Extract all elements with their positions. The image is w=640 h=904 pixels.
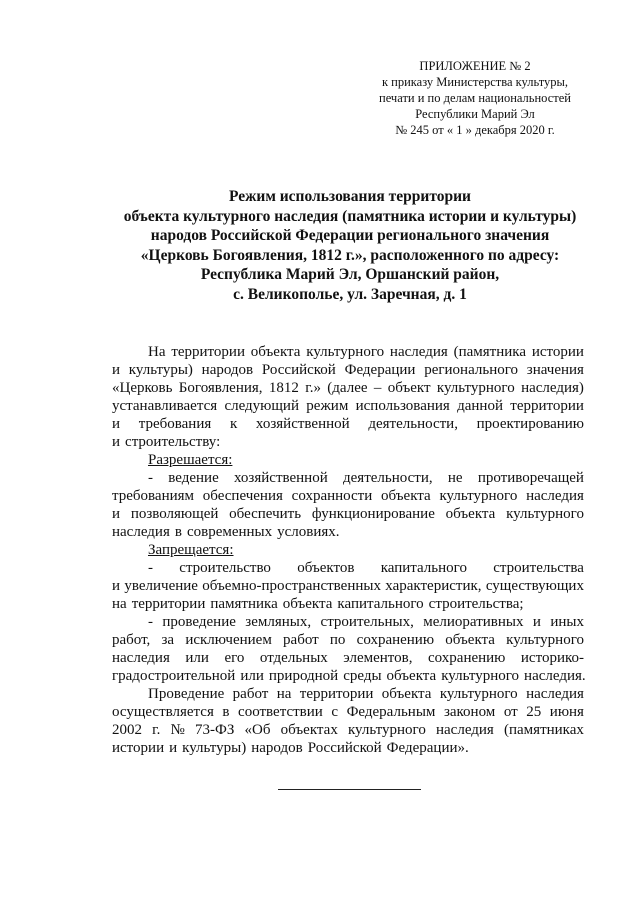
word: историко- — [520, 650, 584, 666]
body-line — [112, 397, 584, 415]
body-line — [112, 595, 584, 613]
word: исключением — [185, 632, 272, 648]
body-line — [112, 469, 584, 487]
closing-rule — [278, 789, 421, 790]
header-line: № 245 от « 1 » декабря 2020 г. — [395, 123, 555, 137]
word: регионального — [424, 362, 519, 378]
document-body — [112, 343, 584, 757]
word: Федеральным — [346, 704, 436, 720]
title-line: объекта культурного наследия (памятника истории и культуры) — [123, 207, 577, 225]
title-line: Режим использования территории — [229, 188, 471, 205]
word: «Церковь — [112, 380, 173, 396]
word: № — [170, 722, 185, 738]
word: или — [240, 668, 264, 684]
word: требования — [138, 416, 212, 432]
body-line — [112, 685, 584, 703]
word: хозяйственной — [255, 416, 350, 432]
word: существующих — [485, 578, 584, 594]
word: строительство — [179, 560, 271, 576]
word: законом — [443, 704, 496, 720]
word: культурного — [306, 344, 385, 360]
word: проектированию — [476, 416, 584, 432]
word: культуры) — [182, 740, 247, 756]
word: данной — [457, 398, 503, 414]
word: и — [112, 416, 121, 432]
word: элементов, — [343, 650, 413, 666]
word: за — [161, 632, 175, 648]
word: объекта — [445, 632, 495, 648]
word: Российской — [307, 740, 382, 756]
word: природной — [268, 668, 339, 684]
word: использования — [355, 398, 450, 414]
word: народов — [251, 740, 303, 756]
word: 2002 — [112, 722, 142, 738]
word: и — [112, 362, 121, 378]
body-line — [112, 361, 584, 379]
word: современных — [186, 524, 273, 540]
word: территории — [510, 398, 584, 414]
body-line — [112, 415, 584, 433]
word: строительства — [493, 560, 584, 576]
appendix-header — [360, 58, 590, 138]
word: проведение — [162, 614, 236, 630]
word: мелиоративных — [423, 614, 524, 630]
word: июня — [549, 704, 584, 720]
word: (далее — [327, 380, 368, 396]
word: условиях. — [277, 524, 340, 540]
word: наследия) — [521, 380, 584, 396]
body-line — [112, 433, 584, 451]
body-line — [112, 613, 584, 631]
word: и — [112, 506, 121, 522]
word: наследия — [112, 524, 170, 540]
word: на — [112, 596, 127, 612]
word: культурного — [436, 380, 515, 396]
word: объекта — [445, 506, 496, 522]
header-line: Республики Марий Эл — [415, 107, 535, 121]
word: наследия — [435, 722, 494, 738]
word: на — [276, 686, 292, 702]
word: На — [148, 344, 166, 360]
word: территории — [299, 686, 374, 702]
word: объекта — [386, 668, 437, 684]
word: хозяйственной — [234, 470, 328, 486]
word: 1812 — [268, 380, 299, 396]
word: памятника — [210, 596, 278, 612]
word: Федерации». — [386, 740, 469, 756]
word: территории — [171, 344, 245, 360]
word: Проведение — [148, 686, 225, 702]
word: капитального — [337, 596, 424, 612]
word: от — [503, 704, 518, 720]
word: культурного — [506, 506, 584, 522]
word: работ — [232, 686, 269, 702]
word: позволяющей — [130, 506, 219, 522]
word: Федерации — [344, 362, 416, 378]
word: Богоявления, — [178, 380, 263, 396]
word: - — [148, 614, 153, 630]
word: обеспечения — [202, 488, 283, 504]
word: объектах — [280, 722, 338, 738]
word: осуществляется — [112, 704, 214, 720]
word: народов — [201, 362, 254, 378]
word: наследия. — [524, 668, 586, 684]
word: работ, — [112, 632, 151, 648]
word: строительства; — [428, 596, 524, 612]
body-line — [112, 631, 584, 649]
word: деятельности, — [368, 416, 458, 432]
word: культурного — [506, 632, 584, 648]
word: объекта — [282, 596, 333, 612]
word: культуры) — [128, 362, 193, 378]
word: (памятника — [453, 344, 526, 360]
word: культурного — [347, 722, 426, 738]
body-line — [112, 577, 584, 595]
word: среды — [343, 668, 382, 684]
word: - — [148, 560, 153, 576]
word: наследия — [389, 344, 448, 360]
word: режим — [306, 398, 349, 414]
word: и — [532, 614, 541, 630]
word: соответствии — [238, 704, 323, 720]
word: истории — [531, 344, 584, 360]
prohibited-heading: Запрещается: — [148, 542, 234, 558]
word: объекта — [381, 686, 432, 702]
body-line — [112, 703, 584, 721]
header-line: ПРИЛОЖЕНИЕ № 2 — [419, 59, 531, 73]
word: 73-ФЗ — [195, 722, 235, 738]
body-line — [112, 487, 584, 505]
word: сохранению — [428, 650, 506, 666]
word: и — [112, 434, 121, 450]
word: в — [222, 704, 230, 720]
body-line — [112, 523, 584, 541]
word: сохранению — [356, 632, 435, 648]
word: противоречащей — [477, 470, 584, 486]
document-title — [100, 187, 600, 305]
word: объектов — [297, 560, 355, 576]
word: строительных, — [320, 614, 414, 630]
word: строительству: — [125, 434, 221, 450]
word: отдельных — [259, 650, 328, 666]
word: объемно-пространственных — [202, 578, 381, 594]
word: земляных, — [245, 614, 312, 630]
word: обеспечить — [229, 506, 302, 522]
word: капитального — [380, 560, 467, 576]
word: (памятниках — [504, 722, 584, 738]
word: его — [224, 650, 245, 666]
word: следующий — [224, 398, 299, 414]
word: функционирование — [311, 506, 435, 522]
title-line: Республика Марий Эл, Оршанский район, — [200, 266, 500, 284]
word: культурного — [439, 686, 518, 702]
word: и — [112, 578, 121, 594]
header-line: к приказу Министерства культуры, — [381, 75, 569, 89]
word: – — [373, 380, 382, 396]
word: градостроительной — [112, 668, 236, 684]
word: «Об — [244, 722, 271, 738]
word: территории — [131, 596, 206, 612]
word: или — [185, 650, 209, 666]
word: Российской — [261, 362, 336, 378]
word: наследия — [526, 488, 584, 504]
word: к — [229, 416, 238, 432]
title-line: «Церковь Богоявления, 1812 г.», расположенного по адресу: — [140, 246, 560, 264]
word: по — [329, 632, 346, 648]
word: 25 — [526, 704, 542, 720]
header-line: печати и по делам национальностей — [379, 91, 571, 105]
body-line — [112, 649, 584, 667]
word: культурного — [439, 488, 518, 504]
word: г.» — [305, 380, 321, 396]
word: ведение — [168, 470, 219, 486]
word: и — [169, 740, 178, 756]
word: объекта — [381, 488, 431, 504]
word: наследия — [526, 686, 584, 702]
word: наследия — [112, 650, 170, 666]
word: значения — [526, 362, 584, 378]
word: объект — [387, 380, 431, 396]
word: увеличение — [124, 578, 198, 594]
body-line — [112, 559, 584, 577]
word: работ — [283, 632, 319, 648]
word: с — [331, 704, 339, 720]
word: истории — [112, 740, 165, 756]
allowed-heading: Разрешается: — [148, 452, 233, 468]
body-line — [112, 343, 584, 361]
word: сохранности — [291, 488, 373, 504]
title-line: народов Российской Федерации регионального значения — [150, 227, 550, 245]
word: деятельности, — [343, 470, 433, 486]
word: характеристик, — [385, 578, 482, 594]
word: в — [174, 524, 182, 540]
word: - — [148, 470, 153, 486]
body-line — [112, 505, 584, 523]
word: культурного — [441, 668, 520, 684]
body-line — [112, 667, 584, 685]
title-line: с. Великополье, ул. Заречная, д. 1 — [233, 285, 467, 303]
body-line — [112, 721, 584, 739]
word: г. — [152, 722, 161, 738]
word: требованиям — [112, 488, 195, 504]
word: объекта — [250, 344, 301, 360]
word: иных — [550, 614, 584, 630]
word: не — [447, 470, 463, 486]
body-line — [112, 739, 584, 757]
body-line — [112, 379, 584, 397]
word: устанавливается — [112, 398, 218, 414]
